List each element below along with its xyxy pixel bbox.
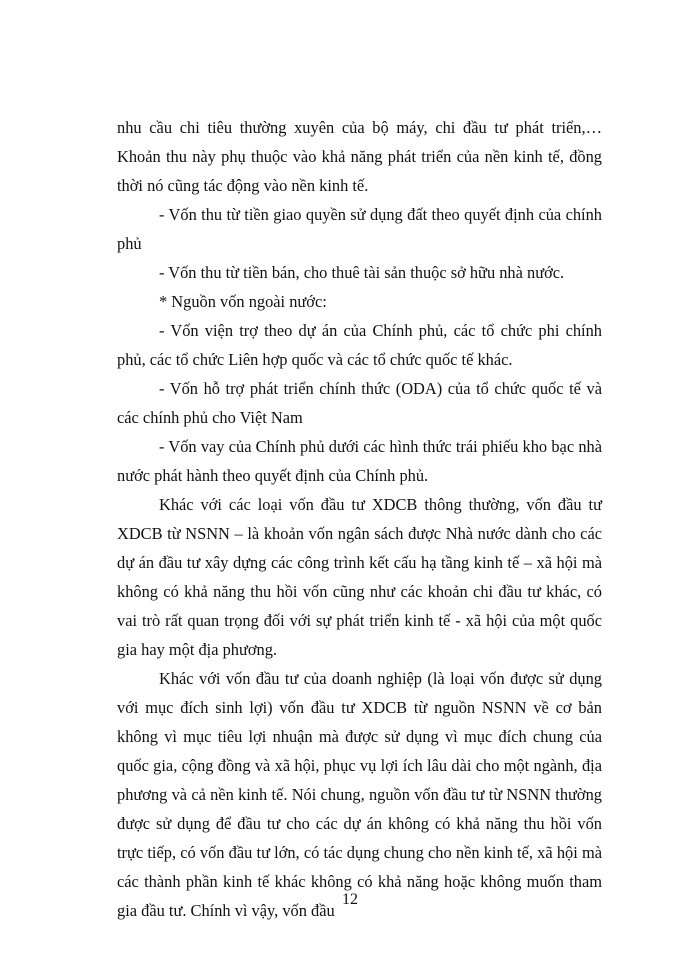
paragraph-foreign-sources-heading: * Nguồn vốn ngoài nước: (159, 292, 327, 311)
paragraph-land-use-revenue: - Vốn thu từ tiền giao quyền sử dụng đất theo quyết định của chính phủ (117, 205, 602, 253)
page-number: 12 (342, 891, 358, 908)
paragraph-aid-capital: - Vốn viện trợ theo dự án của Chính phủ, các tổ chức phi chính phủ, các tổ chức Liên hợp quốc và các tổ chức quốc tế khác. (117, 321, 602, 369)
paragraph-government-loans: - Vốn vay của Chính phủ dưới các hình thức trái phiếu kho bạc nhà nước phát hành theo quyết định của Chính phủ. (117, 437, 602, 485)
paragraph-xdcb-comparison: Khác với các loại vốn đầu tư XDCB thông thường, vốn đầu tư XDCB từ NSNN – là khoản vốn ngân sách được Nhà nước dành cho các dự án đầu tư xây dựng các công trình kết cấu hạ tầng kinh tế – xã hội mà không có khả năng thu hồi vốn cũng như các khoản chi đầu tư khác, có vai trò rất quan trọng đối với sự phát triển kinh tế - xã hội của một quốc gia hay một địa phương. (117, 495, 602, 659)
paragraph-oda-capital: - Vốn hỗ trợ phát triển chính thức (ODA) của tổ chức quốc tế và các chính phủ cho Việt Nam (117, 379, 602, 427)
paragraph-enterprise-comparison: Khác với vốn đầu tư của doanh nghiệp (là loại vốn được sử dụng với mục đích sinh lợi) vốn đầu tư XDCB từ nguồn NSNN về cơ bản không vì mục tiêu lợi nhuận mà được sử dụng vì mục đích chung của quốc gia, cộng đồng và xã hội, phục vụ lợi ích lâu dài cho một ngành, địa phương và cả nền kinh tế. Nói chung, nguồn vốn đầu tư từ NSNN thường được sử dụng để đầu tư cho các dự án không có khả năng thu hồi vốn trực tiếp, có vốn đầu tư lớn, có tác dụng chung cho nền kinh tế, xã hội mà các thành phần kinh tế khác không có khả năng hoặc không muốn tham gia đầu tư. Chính vì vậy, vốn đầu (117, 669, 602, 920)
paragraph-asset-sale-revenue: - Vốn thu từ tiền bán, cho thuê tài sản thuộc sở hữu nhà nước. (159, 263, 565, 282)
paragraph-continuation: nhu cầu chi tiêu thường xuyên của bộ máy, chi đầu tư phát triển,… Khoản thu này phụ thuộc vào khả năng phát triển của nền kinh tế, đồng thời nó cũng tác động vào nền kinh tế. (117, 118, 602, 195)
body-text (117, 113, 602, 925)
